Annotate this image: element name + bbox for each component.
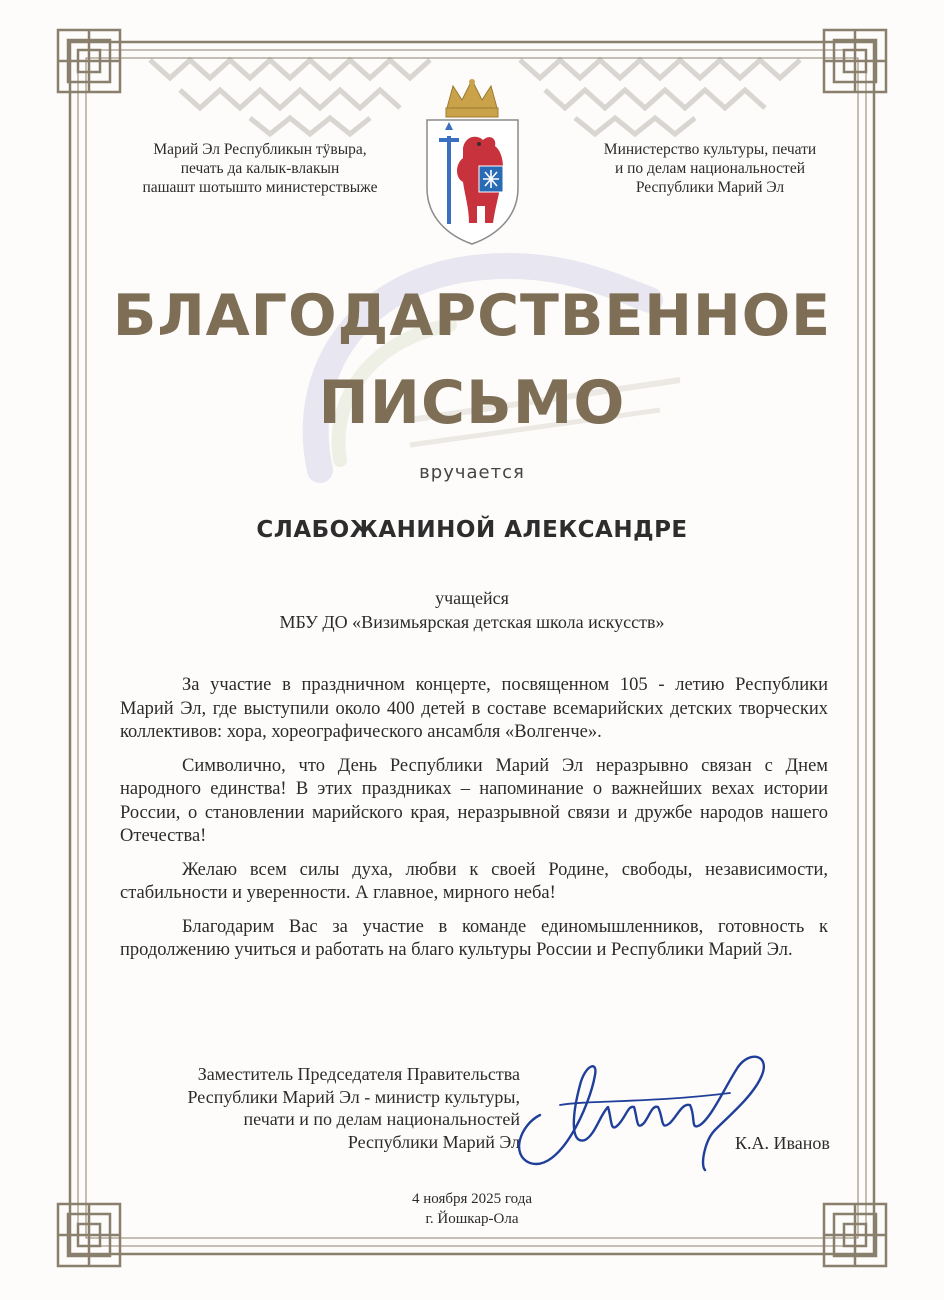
watermark-swoosh [260,230,700,490]
corner-knot-top-right [824,30,886,92]
ministry-name-mari-line: печать да калык-влакын [180,160,340,177]
signatory-name: К.А. Иванов [735,1133,830,1153]
signatory-title-line: Республики Марий Эл - министр культуры, [187,1086,520,1107]
body-paragraph: Символично, что День Республики Марий Эл неразрывно связан с Днем народного единства! В этих праздниках – напоминание о важнейших вехах истории России, о становлении марийского края, неразрывной связи и дружбе народов нашего Отечества! [120,755,828,846]
crown-icon [446,79,498,117]
document-title: БЛАГОДАРСТВЕННОЕ [112,283,832,349]
signatory-title-line: Заместитель Председателя Правительства [197,1064,520,1084]
document-title-line2: ПИСЬМО [318,368,626,438]
recipient-name: СЛАБОЖАНИНОЙ АЛЕКСАНДРЕ [256,517,688,543]
recipient-role: учащейся [435,588,509,608]
body-paragraph: Желаю всем силы духа, любви к своей Родине, свободы, независимости, стабильности и уверенности. А главное, мирного неба! [120,859,828,903]
ministry-name-russian [560,140,860,197]
ministry-name-russian-line: Республики Марий Эл [635,179,785,196]
body-paragraph: За участие в праздничном концерте, посвященном 105 - летию Республики Марий Эл, где выступили около 400 детей в составе всемарийских детских творческих коллективов: хора, хореографического ансамбля «Волгенче». [120,675,828,742]
coat-of-arms-icon [415,78,530,248]
document-date: 4 ноября 2025 года [411,1191,533,1207]
ministry-name-russian-line: Министерство культуры, печати [603,141,817,158]
handwritten-signature [500,1045,790,1175]
document-city: г. Йошкар-Ола [425,1211,519,1227]
ministry-name-mari [100,140,420,197]
signatory-title-line: печати и по делам национальностей [243,1109,520,1129]
body-paragraph: Благодарим Вас за участие в команде единомышленников, готовность к продолжению учиться и работать на благо культуры России и Республики Марий Эл. [120,916,828,960]
awarded-label: вручается [419,462,525,483]
ministry-name-russian-line: и по делам национальностей [614,160,806,177]
signatory-title-line: Республики Марий Эл [347,1131,520,1152]
ministry-name-mari-line: пашашт шотышто министерствыже [142,179,378,196]
signatory-title [110,1063,520,1153]
ministry-name-mari-line: Марий Эл Республикын тӱвыра, [153,141,367,158]
corner-knot-top-left [58,30,120,92]
recipient-school: МБУ ДО «Визимьярская детская школа искусств» [279,612,665,632]
letter-body [120,674,828,973]
